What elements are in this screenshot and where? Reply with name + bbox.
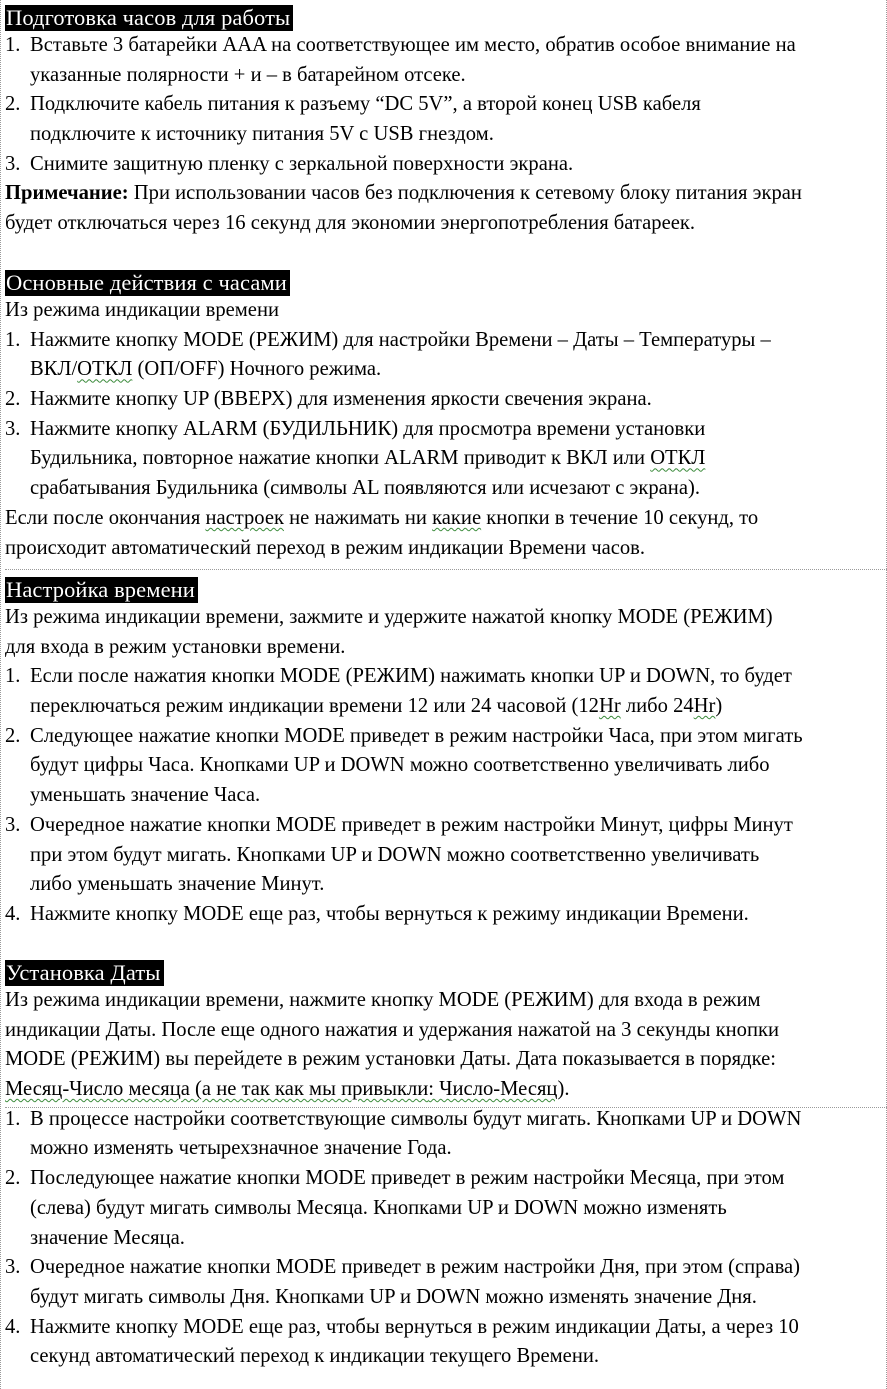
list-item: 1. Если после нажатия кнопки MODE (РЕЖИМ) нажимать кнопки UP и DOWN, то будет [5,665,792,688]
list-item: 3. Снимите защитную пленку с зеркальной поверхности экрана. [5,152,574,175]
list-item: 3. Очередное нажатие кнопки MODE приведет в режим настройки Дня, при этом (справа) [5,1256,801,1279]
note: Примечание: При использовании часов без подключения к сетевому блоку питания экран [5,182,802,205]
section-body: Из режима индикации времени 1. Нажмите кнопку MODE (РЕЖИМ) для настройки Времени – Даты – Температуры – ВКЛ/ОТКЛ (ОП/OFF) Ночного режима. 2. Нажмите кнопку UP (ВВЕРХ) для изменения яркости свечения экрана. 3. Нажмите кнопку ALARM (БУДИЛЬНИК) для просмотра времени установки Будильника, повторное нажатие кнопки ALARM приводит к ВКЛ или ОТКЛ срабатывания Будильника (символы AL появляются или исчезают с экрана). Если после окончания настроек не нажимать ни какие кнопки в течение 10 секунд, то происходит автоматический переход в режим индикации Времени часов. [5,296,887,563]
section-clock-preparation [5,5,887,239]
section-heading: Настройка времени [5,577,198,603]
section-heading: Основные действия с часами [5,270,290,296]
section-body: Из режима индикации времени, нажмите кнопку MODE (РЕЖИМ) для входа в режим индикации Даты. После еще одного нажатия и удержания нажатой на 3 секунды кнопки MODE (РЕЖИМ) вы перейдете в режим установки Даты. Дата показывается в порядке: Месяц-Число месяца (а не так как мы привыкли: Число-Месяц). 1. В процессе настройки соответствующие символы будут мигать. Кнопками UP и DOWN можно изменять четырехзначное значение Года. 2. Последующее нажатие кнопки MODE приведет в режим настройки Месяца, при этом (слева) будут мигать символы Месяца. Кнопками UP и DOWN можно изменять значение Месяца. 3. Очередное нажатие кнопки MODE приведет в режим настройки Дня, при этом (справа) будут мигать символы Дня. Кнопками UP и DOWN можно изменять значение Дня. 4. Нажмите кнопку MODE еще раз, чтобы вернуться в режим индикации Даты, а через 10 секунд автоматический переход к индикации текущего Времени. [5,986,887,1372]
list-item: 2. Подключите кабель питания к разъему “DC 5V”, а второй конец USB кабеля [5,93,701,116]
list-item: 3. Нажмите кнопку ALARM (БУДИЛЬНИК) для просмотра времени установки [5,417,706,440]
divider [5,1107,887,1108]
list-item: 1. Нажмите кнопку MODE (РЕЖИМ) для настройки Времени – Даты – Температуры – [5,328,771,351]
section-basic-operations [5,270,887,563]
list-item: 4. Нажмите кнопку MODE еще раз, чтобы вернуться к режиму индикации Времени. [5,902,749,925]
list-item: 4. Нажмите кнопку MODE еще раз, чтобы вернуться в режим индикации Даты, а через 10 [5,1315,799,1338]
note-label: Примечание: [5,182,129,205]
list-item: 1. В процессе настройки соответствующие символы будут мигать. Кнопками UP и DOWN [5,1107,802,1130]
list-item: 1. Вставьте 3 батарейки AAA на соответствующее им место, обратив особое внимание на [5,34,796,56]
list-item: 2. Следующее нажатие кнопки MODE приведет в режим настройки Часа, при этом мигать [5,724,803,747]
section-body: 1. Вставьте 3 батарейки AAA на соответствующее им место, обратив особое внимание на указанные полярности + и – в батарейном отсеке. 2. Подключите кабель питания к разъему “DC 5V”, а второй конец USB кабеля подключите к источнику питания 5V с USB гнездом. 3. Снимите защитную пленку с зеркальной поверхности экрана. Примечание: При использовании часов без подключения к сетевому блоку питания экран будет отключаться через 16 секунд для экономии энергопотребления батареек. [5,31,887,239]
section-date-setting [5,960,887,1372]
section-heading: Подготовка часов для работы [5,5,293,31]
divider [5,569,887,570]
section-time-setting [5,577,887,930]
list-item: 3. Очередное нажатие кнопки MODE приведет в режим настройки Минут, цифры Минут [5,813,793,836]
section-body: Из режима индикации времени, зажмите и удержите нажатой кнопку MODE (РЕЖИМ) для входа в режим установки времени. 1. Если после нажатия кнопки MODE (РЕЖИМ) нажимать кнопки UP и DOWN, то будет переключаться режим индикации времени 12 или 24 часовой (12Hr либо 24Hr) 2. Следующее нажатие кнопки MODE приведет в режим настройки Часа, при этом мигать будут цифры Часа. Кнопками UP и DOWN можно соответственно увеличивать либо уменьшать значение Часа. 3. Очередное нажатие кнопки MODE приведет в режим настройки Минут, цифры Минут при этом будут мигать. Кнопками UP и DOWN можно соответственно увеличивать либо уменьшать значение Минут. 4. Нажмите кнопку MODE еще раз, чтобы вернуться к режиму индикации Времени. [5,603,887,930]
section-heading: Установка Даты [5,960,164,986]
list-item: 2. Нажмите кнопку UP (ВВЕРХ) для изменения яркости свечения экрана. [5,388,652,411]
list-item: 2. Последующее нажатие кнопки MODE приведет в режим настройки Месяца, при этом [5,1167,785,1190]
